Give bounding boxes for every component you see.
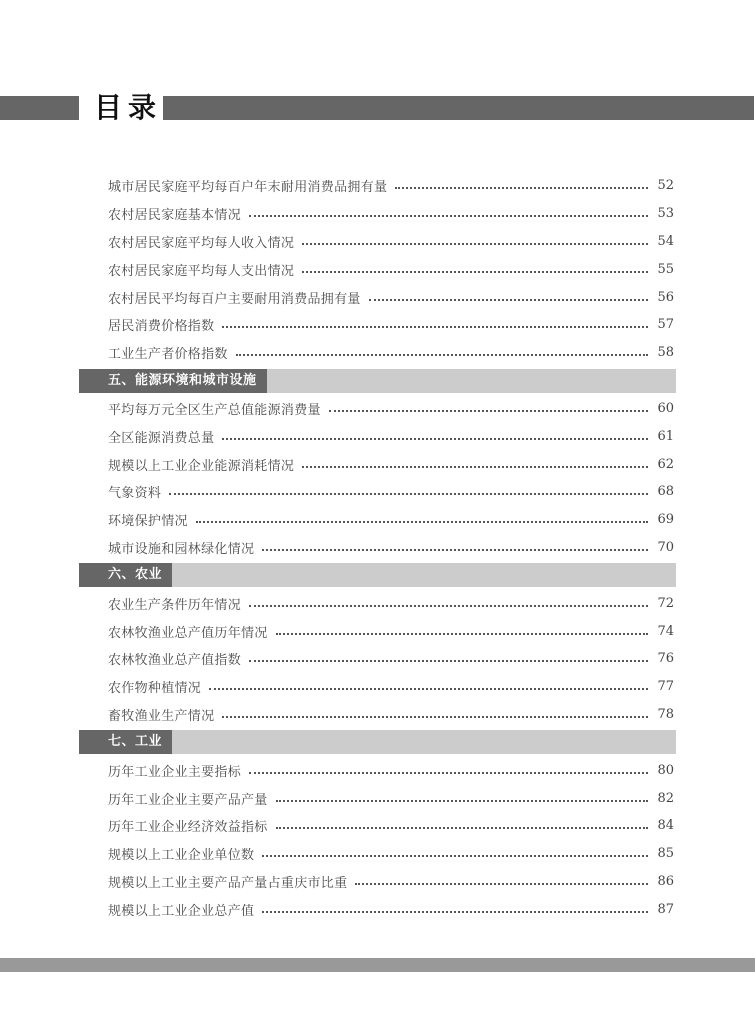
toc-entry[interactable] [79, 172, 676, 200]
page-title: 目录 [94, 91, 163, 124]
toc-entry-label: 气象资料 [108, 486, 162, 502]
toc-entry-page: 78 [657, 706, 674, 722]
toc-entry[interactable] [79, 228, 676, 256]
toc-entry-page: 61 [657, 428, 674, 444]
dot-leader [249, 604, 648, 607]
toc-entry[interactable] [79, 200, 676, 228]
toc-entry-label: 居民消费价格指数 [108, 319, 215, 335]
toc-entry-page: 53 [657, 206, 674, 222]
toc-entry-label: 规模以上工业企业能源消耗情况 [108, 458, 295, 474]
toc-entry-page: 84 [657, 818, 674, 834]
dot-leader [355, 882, 648, 885]
dot-leader [169, 492, 648, 495]
toc-entry[interactable] [79, 645, 676, 673]
toc-entry-label: 农村居民家庭平均每人支出情况 [108, 263, 295, 279]
dot-leader [302, 270, 648, 273]
dot-leader [262, 854, 648, 857]
dot-leader [276, 826, 648, 829]
dot-leader [302, 465, 648, 468]
dot-leader [262, 548, 648, 551]
toc-entry-label: 畜牧渔业生产情况 [108, 708, 215, 724]
toc-entry[interactable] [79, 283, 676, 311]
toc-entry-label: 规模以上工业企业单位数 [108, 848, 255, 864]
toc-entry[interactable] [79, 812, 676, 840]
section-title: 六、农业 [79, 563, 172, 587]
toc-entry[interactable] [79, 478, 676, 506]
toc-entry-page: 85 [657, 846, 674, 862]
footer-bar-decoration [0, 958, 755, 972]
toc-entry-page: 76 [657, 651, 674, 667]
toc-entry-page: 87 [657, 901, 674, 917]
dot-leader [249, 214, 648, 217]
toc-entry-label: 农林牧渔业总产值历年情况 [108, 625, 268, 641]
toc-entry-label: 城市设施和园林绿化情况 [108, 541, 255, 557]
toc-entry-label: 工业生产者价格指数 [108, 347, 228, 363]
title-bar-left-decoration [0, 96, 79, 120]
dot-leader [222, 715, 648, 718]
dot-leader [249, 771, 648, 774]
toc-entry-label: 历年工业企业经济效益指标 [108, 820, 268, 836]
toc-entry-label: 农村居民家庭基本情况 [108, 208, 242, 224]
toc-entry[interactable] [79, 506, 676, 534]
toc-entry-label: 农林牧渔业总产值指数 [108, 653, 242, 669]
dot-leader [222, 437, 648, 440]
dot-leader [395, 186, 648, 189]
toc-entry-label: 环境保护情况 [108, 514, 188, 530]
toc-entry-label: 农作物种植情况 [108, 681, 202, 697]
toc-entry-page: 72 [657, 595, 674, 611]
toc-entry-page: 57 [657, 317, 674, 333]
dot-leader [329, 409, 648, 412]
toc-entry-page: 86 [657, 873, 674, 889]
toc-entry[interactable] [79, 534, 676, 562]
toc-entry[interactable] [79, 617, 676, 645]
dot-leader [222, 325, 648, 328]
toc-entry[interactable] [79, 422, 676, 450]
toc-entry[interactable] [79, 895, 676, 923]
toc-entry-page: 60 [657, 400, 674, 416]
section-header-agriculture[interactable] [79, 563, 676, 587]
section-header-energy[interactable] [79, 369, 676, 393]
toc-entry-label: 历年工业企业主要指标 [108, 764, 242, 780]
dot-leader [262, 910, 648, 913]
toc-entry[interactable] [79, 311, 676, 339]
dot-leader [302, 242, 648, 245]
toc-entry-page: 70 [657, 539, 674, 555]
toc-entry-label: 平均每万元全区生产总值能源消费量 [108, 402, 321, 418]
toc-entry-page: 80 [657, 762, 674, 778]
toc-entry-label: 规模以上工业主要产品产量占重庆市比重 [108, 875, 348, 891]
dot-leader [369, 298, 648, 301]
dot-leader [236, 353, 648, 356]
toc-entry-page: 77 [657, 679, 674, 695]
toc-entry[interactable] [79, 450, 676, 478]
toc-entry-label: 历年工业企业主要产品产量 [108, 792, 268, 808]
toc-entry-page: 52 [657, 178, 674, 194]
toc-entry-page: 54 [657, 233, 674, 249]
dot-leader [209, 687, 648, 690]
toc-entry-page: 56 [657, 289, 674, 305]
table-of-contents [79, 172, 676, 923]
toc-entry-label: 全区能源消费总量 [108, 430, 215, 446]
toc-entry-label: 城市居民家庭平均每百户年末耐用消费品拥有量 [108, 180, 388, 196]
toc-entry-label: 规模以上工业企业总产值 [108, 903, 255, 919]
toc-entry-label: 农村居民家庭平均每人收入情况 [108, 235, 295, 251]
toc-entry-page: 69 [657, 512, 674, 528]
toc-entry-page: 82 [657, 790, 674, 806]
toc-entry[interactable] [79, 701, 676, 729]
toc-entry[interactable] [79, 673, 676, 701]
toc-entry[interactable] [79, 784, 676, 812]
toc-entry-page: 55 [657, 261, 674, 277]
dot-leader [276, 632, 648, 635]
toc-entry-label: 农业生产条件历年情况 [108, 597, 242, 613]
section-title: 五、能源环境和城市设施 [79, 369, 267, 393]
toc-entry-page: 68 [657, 484, 674, 500]
toc-entry[interactable] [79, 868, 676, 896]
dot-leader [249, 659, 648, 662]
toc-entry[interactable] [79, 589, 676, 617]
toc-entry-page: 74 [657, 623, 674, 639]
dot-leader [276, 799, 648, 802]
toc-entry[interactable] [79, 756, 676, 784]
toc-entry-page: 62 [657, 456, 674, 472]
toc-entry-page: 58 [657, 345, 674, 361]
section-header-industry[interactable] [79, 730, 676, 754]
toc-entry[interactable] [79, 255, 676, 283]
toc-entry-label: 农村居民平均每百户主要耐用消费品拥有量 [108, 291, 361, 307]
title-bar-right-decoration [163, 96, 754, 120]
section-title: 七、工业 [79, 730, 172, 754]
toc-entry[interactable] [79, 840, 676, 868]
dot-leader [196, 520, 648, 523]
toc-entry[interactable] [79, 339, 676, 367]
toc-entry[interactable] [79, 395, 676, 423]
